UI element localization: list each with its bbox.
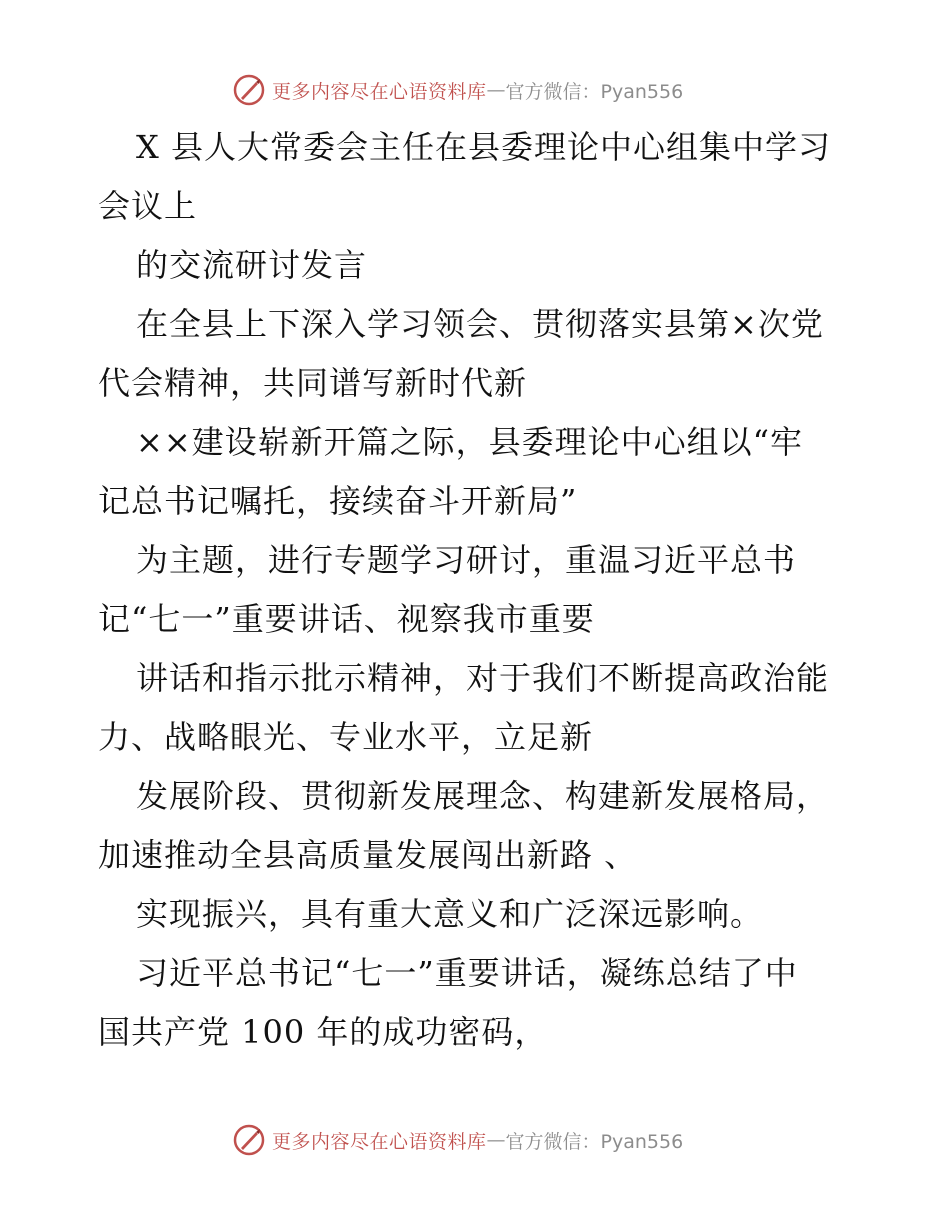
watermark-site-text: 更多内容尽在心语资料库 — [272, 1130, 487, 1153]
document-body — [98, 118, 858, 1062]
paragraph-line: 国共产党 100 年的成功密码， — [98, 1013, 548, 1051]
watermark-site-text: 更多内容尽在心语资料库 — [272, 80, 487, 103]
quill-pen-logo-icon — [232, 73, 266, 107]
paragraph-line: 实现振兴，具有重大意义和广泛深远影响。 — [136, 895, 764, 933]
title-line: X 县人大常委会主任在县委理论中心组集中学习 — [136, 128, 831, 166]
paragraph-line: 代会精神，共同谱写新时代新 — [98, 364, 528, 402]
watermark-contact: 官方微信：Pyan556 — [505, 80, 684, 103]
paragraph-line: 发展阶段、贯彻新发展理念、构建新发展格局， — [136, 777, 830, 815]
header-watermark — [232, 72, 683, 108]
footer-watermark — [232, 1122, 683, 1158]
title-line: 会议上 — [98, 187, 198, 225]
title-line: 的交流研讨发言 — [136, 246, 368, 284]
paragraph-line: 记“七一”重要讲话、视察我市重要 — [98, 600, 595, 638]
paragraph-line: 习近平总书记“七一”重要讲话，凝练总结了中 — [136, 954, 798, 992]
watermark-separator: — — [486, 1129, 506, 1151]
paragraph-line: 力、战略眼光、专业水平，立足新 — [98, 718, 594, 756]
paragraph-line: 讲话和指示批示精神，对于我们不断提高政治能 — [136, 659, 830, 697]
quill-pen-logo-icon — [232, 1123, 266, 1157]
watermark-separator: — — [486, 79, 506, 101]
paragraph-line: 在全县上下深入学习领会、贯彻落实县第×次党 — [136, 305, 824, 343]
paragraph-line: 为主题，进行专题学习研讨，重温习近平总书 — [136, 541, 797, 579]
watermark-contact: 官方微信：Pyan556 — [505, 1130, 684, 1153]
paragraph-line: 记总书记嘱托，接续奋斗开新局” — [98, 482, 578, 520]
paragraph-line: 加速推动全县高质量发展闯出新路 、 — [98, 836, 638, 874]
paragraph-line: ××建设崭新开篇之际，县委理论中心组以“牢 — [136, 423, 803, 461]
